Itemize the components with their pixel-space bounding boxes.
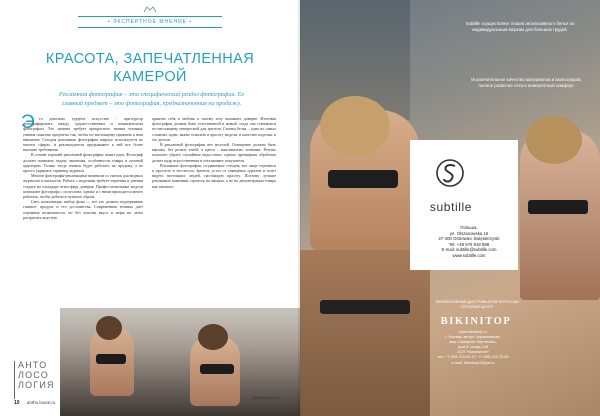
- page-gutter: [298, 0, 302, 416]
- promo-text: Subtille осуществляет пошив эксклюзивного белья по индивидуальным меркам для больших грудей.: [465, 21, 575, 32]
- model-hair: [96, 316, 122, 340]
- brand-address: Польша, ул. Olszanowska 16 27-400 Ostrowiec Świętokrzyski Tel: +48 579 918 888 E-mail: subtille@subtille.com www.subtille.com: [438, 225, 500, 258]
- photo-caption: @antologiya.ru: [252, 395, 279, 400]
- paragraph: приятие себя и любовь к своему телу вызывает доверие. Итоговая фотография должна быть естественной и живой, тогда она становится по-настоящему интересной для зрителя. Съемка белья – одна из самых сложных задач: важно показать и красоту модели, и качество изделия, и его детали.: [152, 116, 276, 142]
- bikinitop-logo: BIKINITOP: [440, 316, 512, 327]
- lingerie-top: [96, 354, 126, 364]
- paragraph: В основе хорошей рекламной фотографии лежит идея. Фотограф должен понимать задачу заказчика, особенности товара и целевой аудитории. Только тогда снимок будет работать на продажу, а не просто украшать страницу журнала.: [23, 152, 143, 174]
- page-folio: [14, 400, 55, 406]
- page-number: 10: [14, 400, 20, 406]
- brand-name: subtille: [429, 200, 473, 214]
- title-line-1: КРАСОТА, ЗАПЕЧАТЛЕННАЯ: [45, 51, 255, 67]
- paragraph: Многие фотографы-рекламщики начинали со съемок для модных журналов и каталогов. Работа с моделями требует терпения и умения создать на площадке атмосферу доверия. Профессиональные модели понимают фотографа с полуслова, однако и с ними приходится много работать, чтобы добиться нужного образа.: [23, 173, 143, 200]
- model-hair: [198, 324, 228, 350]
- title-line-2: КАМЕРОЙ: [113, 69, 187, 85]
- antologiya-logo: АНТО ЛОСО ЛОГИЯ: [18, 360, 55, 390]
- paragraph: Свет, композиция, выбор фона — все это должно подчеркивать главное: продукт и его достоинства. Современная техника дает огромные возможности, но без чувства вкуса и меры их легко растратить впустую.: [23, 199, 143, 220]
- paragraph: В рекламной фотографии нет мелочей. Освещение должно быть мягким, без резких теней, а цвета – максимально точными. Ретушь помогает убрать случайные недостатки, однако чрезмерная обработка делает кадр искусственным и отталкивает покупателя.: [152, 142, 276, 163]
- ornament-icon: [143, 6, 157, 13]
- section-rubric: • ЭКСПЕРТНОЕ МНЕНИЕ •: [78, 16, 222, 28]
- distributor-address: www.bikinitop.ru г. Москва, метро Черкизовская, мкр. Северное Чертаново, дом 5, склад 108 ОСП «Бикинитоп» тел: +7-925-719-81-17, +7-495-123-75-65 e-mail: bikinitop12@ya.ru: [437, 330, 509, 365]
- folio-text: antho.louse.ru: [26, 400, 56, 405]
- drop-cap: Э: [21, 112, 35, 133]
- article-lead: Рекламная фотография – это специфический раздел фотографии. Ее главный предмет – это фотография, предназначенная на продажу.: [58, 91, 245, 107]
- paragraph: Рекламные фотографии, создаваемые сегодня, все чаще стремятся к простоте и честности. Зритель устал от глянцевых идеалов и хочет видеть настоящих людей, настоящую красоту. Поэтому лучшие рекламные кампании строятся на эмоции, а не на демонстрации товара как такового.: [152, 162, 276, 189]
- lingerie-top: [200, 364, 234, 374]
- subtille-s-logo-icon: [436, 158, 464, 188]
- paragraph: то довольно трудное искусство - при-курсор фотографировать между художе-ственным и коммерческим фотографом. Это занятие требует прекрасного знания техники, умения показать предметы так, чтобы по-настоящему привлечь к ним внимание. Сегодня рекламная фотография широко используется во многих сферах, и рекламодатели предъявляют к ней все более высокие требования.: [23, 116, 143, 153]
- promo-text-secondary: Исключительное качество материалов и аксессуаров, полное развитие сети и невероятный комфорт.: [471, 77, 582, 88]
- article-title: [40, 50, 260, 86]
- distributor-label: ЭКСКЛЮЗИВНЫЙ ДИСТРИБЬЮТОР В РОССИИ ОПТОВЫЙ ЦЕНТР: [435, 300, 519, 309]
